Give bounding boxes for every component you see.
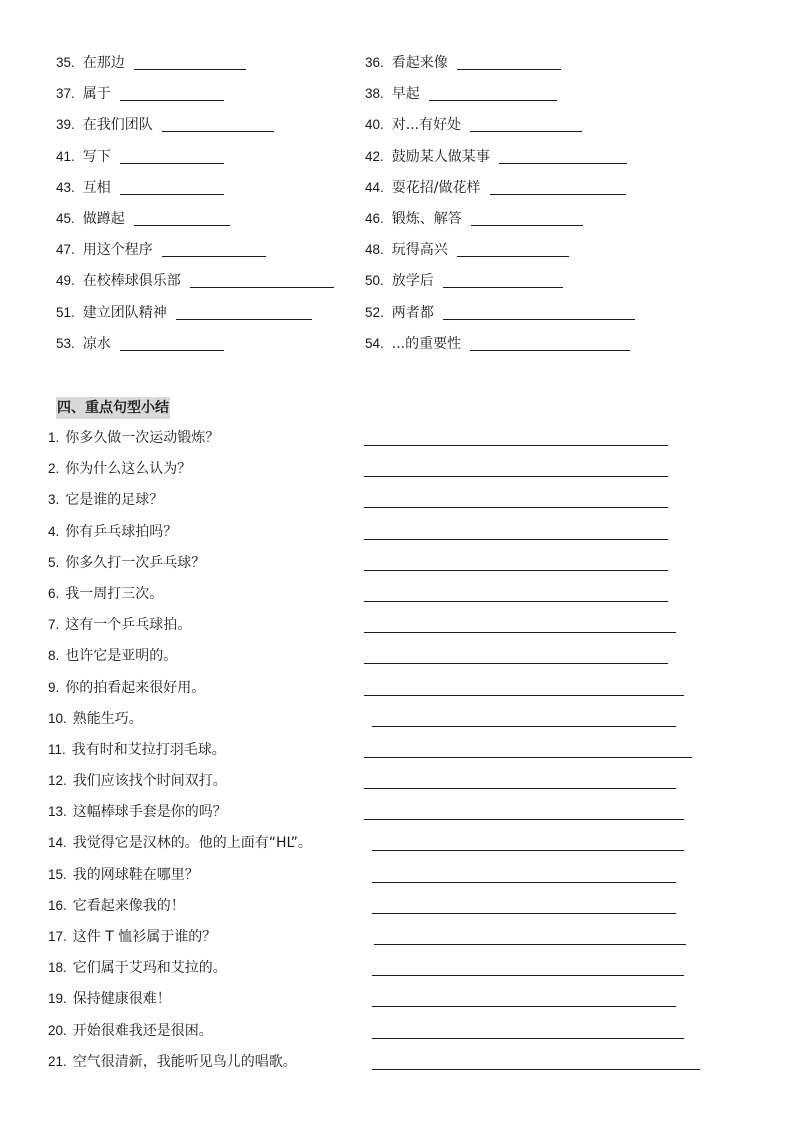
phrase-text: 建立团队精神 [82, 304, 167, 321]
answer-line[interactable] [372, 1006, 676, 1007]
answer-line[interactable] [374, 944, 686, 945]
sentence-number: 4. [48, 523, 60, 539]
answer-line[interactable] [364, 632, 676, 633]
sentence-row [0, 458, 794, 489]
sentence-item [48, 1051, 297, 1073]
sentence-text: 保持健康很难！ [72, 991, 171, 1008]
answer-blank[interactable] [490, 193, 626, 195]
sentence-row [0, 832, 794, 863]
sentence-row [0, 708, 794, 739]
phrase-item [365, 146, 627, 168]
sentence-number: 1. [48, 430, 60, 445]
phrase-item [56, 333, 224, 355]
phrase-text: 在那边 [82, 55, 125, 71]
phrase-item [56, 52, 246, 74]
sentence-number: 2. [48, 461, 60, 477]
sentence-item [48, 552, 205, 574]
sentence-item [48, 832, 312, 854]
answer-blank[interactable] [470, 349, 630, 351]
sentence-text: 也许它是亚明的。 [65, 648, 178, 665]
phrase-number: 48. [365, 242, 384, 258]
phrase-number: 40. [365, 117, 384, 133]
phrase-text: 耍花招/做花样 [391, 179, 481, 196]
sentence-text: 它是谁的足球？ [65, 492, 164, 509]
sentence-number: 14. [48, 835, 67, 851]
phrase-number: 41. [56, 148, 75, 164]
phrase-item [365, 177, 626, 199]
sentence-item [48, 895, 185, 917]
phrase-item [56, 239, 266, 261]
sentence-number: 7. [48, 617, 60, 633]
answer-blank[interactable] [457, 68, 561, 70]
phrase-text: 对...有好处 [391, 117, 462, 134]
phrase-item [365, 270, 563, 292]
answer-line[interactable] [372, 975, 684, 976]
answer-line[interactable] [364, 819, 684, 820]
answer-blank[interactable] [134, 224, 230, 226]
sentence-row [0, 583, 794, 614]
answer-line[interactable] [364, 570, 668, 571]
phrase-item [365, 239, 569, 261]
answer-line[interactable] [364, 507, 668, 508]
sentence-text: 这件 T 恤衫属于谁的？ [72, 929, 217, 945]
phrase-number: 36. [365, 55, 384, 70]
phrase-item [365, 208, 583, 230]
sentence-number: 8. [48, 648, 60, 664]
sentence-number: 15. [48, 866, 67, 882]
answer-blank[interactable] [429, 99, 557, 101]
phrase-row [0, 329, 794, 360]
sentence-item [48, 677, 205, 699]
phrase-number: 54. [365, 335, 384, 351]
sentence-item [48, 427, 219, 449]
sentence-row [0, 677, 794, 708]
phrase-number: 53. [56, 335, 75, 351]
sentence-text: 我们应该找个时间双打。 [72, 773, 227, 790]
answer-blank[interactable] [120, 349, 224, 351]
sentence-number: 5. [48, 554, 60, 570]
answer-blank[interactable] [470, 130, 582, 132]
answer-line[interactable] [364, 539, 668, 540]
phrase-number: 38. [365, 86, 384, 102]
answer-line[interactable] [372, 882, 676, 883]
phrase-row [0, 173, 794, 204]
phrase-text: 在我们团队 [82, 117, 153, 134]
sentence-text: 这有一个乒乓球拍。 [65, 617, 192, 634]
phrase-text: 看起来像 [391, 55, 448, 71]
sentence-row [0, 489, 794, 520]
sentence-number: 20. [48, 1022, 67, 1038]
sentence-number: 17. [48, 929, 67, 944]
phrase-row [0, 142, 794, 173]
phrase-item [365, 302, 635, 324]
phrase-text: 两者都 [391, 304, 434, 321]
answer-line[interactable] [364, 476, 668, 477]
sentence-text: 我觉得它是汉林的。他的上面有“HL”。 [72, 835, 312, 852]
sentence-number: 11. [48, 741, 66, 757]
sentence-item [48, 801, 227, 823]
sentence-item [48, 614, 191, 636]
phrase-number: 46. [365, 210, 384, 226]
answer-line[interactable] [364, 695, 684, 696]
sentence-text: 熟能生巧。 [72, 710, 143, 727]
sentence-item [48, 988, 171, 1010]
sentence-row [0, 926, 794, 957]
sentence-number: 21. [48, 1053, 67, 1069]
sentence-row [0, 864, 794, 895]
answer-line[interactable] [372, 1069, 700, 1070]
phrase-number: 43. [56, 179, 75, 195]
answer-blank[interactable] [120, 162, 224, 164]
answer-blank[interactable] [471, 224, 583, 226]
answer-blank[interactable] [190, 286, 334, 288]
phrase-text: 做蹲起 [82, 210, 125, 227]
sentence-text: 开始很难我还是很困。 [72, 1022, 213, 1039]
sentence-text: 我有时和艾拉打羽毛球。 [71, 741, 226, 758]
phrase-text: 早起 [391, 86, 420, 103]
sentence-text: 你的拍看起来很好用。 [65, 679, 206, 696]
phrase-text: 属于 [82, 86, 111, 103]
sentence-text: 空气很清新，我能听见鸟儿的唱歌。 [72, 1053, 297, 1070]
phrase-number: 42. [365, 148, 384, 164]
phrase-number: 47. [56, 242, 75, 258]
phrase-row [0, 110, 794, 141]
answer-line[interactable] [372, 913, 676, 914]
phrase-number: 49. [56, 273, 75, 289]
phrase-item [56, 270, 334, 292]
sentence-row [0, 614, 794, 645]
answer-blank[interactable] [120, 193, 224, 195]
sentence-row [0, 427, 794, 458]
sentence-text: 它们属于艾玛和艾拉的。 [72, 960, 227, 977]
phrase-item [365, 83, 557, 105]
section-heading: 四、重点句型小结 [56, 397, 170, 419]
phrase-text: 玩得高兴 [391, 242, 448, 259]
phrase-number: 44. [365, 179, 384, 195]
phrase-number: 50. [365, 273, 384, 289]
phrase-number: 52. [365, 304, 384, 320]
phrase-item [56, 114, 274, 136]
answer-line[interactable] [364, 788, 676, 789]
phrase-text: 写下 [82, 148, 111, 165]
answer-blank[interactable] [443, 318, 635, 320]
phrase-number: 35. [56, 55, 75, 70]
sentence-item [48, 926, 216, 948]
sentence-text: 它看起来像我的！ [72, 897, 185, 914]
sentence-row [0, 801, 794, 832]
sentence-text: 你多久打一次乒乓球？ [65, 554, 206, 571]
sentence-row [0, 1020, 794, 1051]
phrase-number: 37. [56, 86, 75, 102]
sentence-item [48, 521, 177, 543]
sentence-row [0, 770, 794, 801]
sentence-item [48, 583, 163, 605]
phrase-row [0, 298, 794, 329]
sentence-item [48, 645, 177, 667]
answer-line[interactable] [372, 850, 684, 851]
phrase-text: 锻炼、解答 [391, 210, 462, 227]
sentence-item [48, 489, 163, 511]
sentence-row [0, 739, 794, 770]
sentence-row [0, 552, 794, 583]
sentence-item [48, 1020, 213, 1042]
sentence-number: 10. [48, 710, 67, 726]
phrase-text: 在校棒球俱乐部 [82, 273, 181, 290]
answer-blank[interactable] [134, 68, 246, 70]
answer-line[interactable] [372, 726, 676, 727]
sentence-item [48, 458, 191, 480]
sentence-number: 12. [48, 773, 67, 789]
phrase-item [56, 83, 224, 105]
phrase-text: 互相 [82, 179, 111, 196]
phrase-list [0, 48, 794, 360]
phrase-row [0, 266, 794, 297]
sentence-number: 3. [48, 492, 60, 508]
answer-line[interactable] [364, 663, 668, 664]
phrase-item [365, 114, 582, 136]
sentence-item [48, 739, 226, 761]
phrase-row [0, 48, 794, 79]
sentence-row [0, 895, 794, 926]
phrase-item [56, 302, 312, 324]
sentence-number: 16. [48, 897, 67, 913]
sentence-number: 19. [48, 991, 67, 1007]
answer-line[interactable] [364, 445, 668, 446]
sentence-item [48, 864, 199, 886]
phrase-row [0, 235, 794, 266]
phrase-row [0, 79, 794, 110]
sentence-list [0, 427, 794, 1082]
answer-line[interactable] [364, 601, 668, 602]
phrase-item [365, 333, 630, 355]
phrase-text: 放学后 [391, 273, 434, 290]
sentence-row [0, 521, 794, 552]
phrase-row [0, 204, 794, 235]
answer-line[interactable] [364, 757, 692, 758]
sentence-number: 6. [48, 585, 60, 601]
sentence-number: 9. [48, 679, 60, 695]
answer-blank[interactable] [443, 286, 563, 288]
sentence-text: 你多久做一次运动锻炼？ [65, 430, 220, 446]
sentence-item [48, 957, 227, 979]
phrase-item [56, 208, 230, 230]
sentence-text: 你为什么这么认为？ [65, 461, 192, 478]
sentence-item [48, 770, 227, 792]
phrase-item [56, 177, 224, 199]
phrase-number: 51. [56, 304, 75, 320]
sentence-text: 你有乒乓球拍吗？ [65, 523, 178, 540]
sentence-row [0, 645, 794, 676]
answer-blank[interactable] [457, 255, 569, 257]
sentence-text: 这幅棒球手套是你的吗？ [72, 804, 227, 821]
sentence-row [0, 957, 794, 988]
answer-blank[interactable] [176, 318, 312, 320]
phrase-item [56, 146, 224, 168]
answer-blank[interactable] [499, 162, 627, 164]
sentence-item [48, 708, 143, 730]
phrase-text: 凉水 [82, 335, 111, 352]
answer-line[interactable] [372, 1038, 684, 1039]
answer-blank[interactable] [120, 99, 224, 101]
phrase-item [365, 52, 561, 74]
sentence-row [0, 988, 794, 1019]
sentence-text: 我的网球鞋在哪里？ [72, 866, 199, 883]
phrase-number: 45. [56, 210, 75, 226]
sentence-number: 13. [48, 804, 67, 820]
answer-blank[interactable] [162, 255, 266, 257]
sentence-row [0, 1051, 794, 1082]
answer-blank[interactable] [162, 130, 274, 132]
phrase-text: 用这个程序 [82, 242, 153, 259]
phrase-text: 鼓励某人做某事 [391, 148, 490, 165]
phrase-number: 39. [56, 117, 75, 133]
sentence-number: 18. [48, 960, 67, 976]
sentence-text: 我一周打三次。 [65, 585, 164, 602]
phrase-text: ...的重要性 [391, 335, 462, 352]
